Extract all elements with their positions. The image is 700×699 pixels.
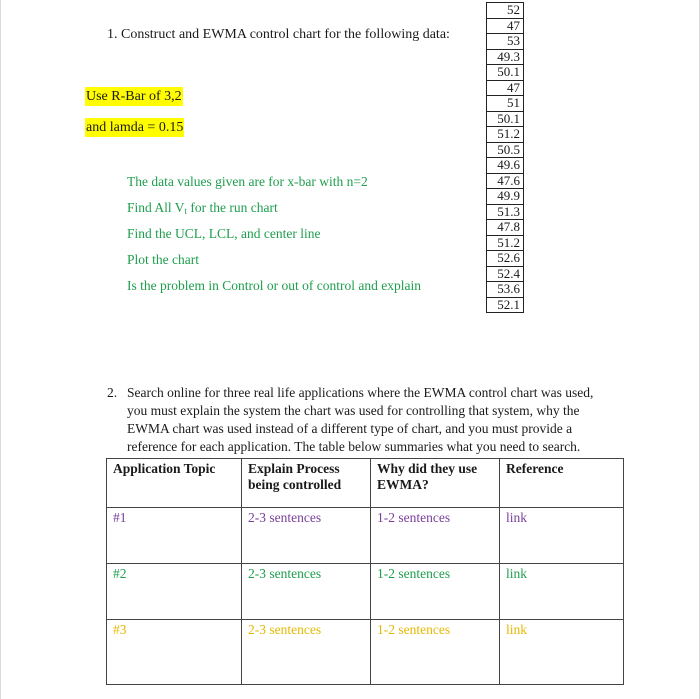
value-cell: 51.2 xyxy=(487,127,524,143)
instruction-plot: Plot the chart xyxy=(127,252,199,267)
question-2-text: Search online for three real life applications where the EWMA control chart was used, you must explain the system the chart was used for controlling that system, why the EWMA chart was used instead of a different type of chart, and you must provide a reference for each application. The table below summaries what you need to search. xyxy=(127,385,594,454)
header-why-ewma: Why did they use EWMA? xyxy=(371,459,500,508)
question-2 xyxy=(107,384,607,456)
value-row xyxy=(487,96,524,112)
cell-reference: link xyxy=(500,508,624,564)
value-row xyxy=(487,266,524,282)
cell-process: 2-3 sentences xyxy=(242,508,371,564)
page-left-border xyxy=(0,0,1,699)
cell-reference: link xyxy=(500,564,624,620)
instruction-xbar: The data values given are for x-bar with n=2 xyxy=(127,174,368,189)
value-cell: 52.6 xyxy=(487,251,524,267)
cell-why: 1-2 sentences xyxy=(371,564,500,620)
table-row xyxy=(107,564,624,620)
header-application-topic: Application Topic xyxy=(107,459,242,508)
value-cell: 47.8 xyxy=(487,220,524,236)
value-row xyxy=(487,282,524,298)
lambda-highlight: and lamda = 0.15 xyxy=(86,120,184,135)
cell-why: 1-2 sentences xyxy=(371,508,500,564)
value-cell: 50.1 xyxy=(487,65,524,81)
instruction-find-vt-suffix: for the run chart xyxy=(187,200,278,215)
value-row xyxy=(487,18,524,34)
value-row xyxy=(487,204,524,220)
cell-topic: #3 xyxy=(107,620,242,685)
value-cell: 50.1 xyxy=(487,111,524,127)
cell-reference: link xyxy=(500,620,624,685)
value-row xyxy=(487,220,524,236)
cell-process: 2-3 sentences xyxy=(242,620,371,685)
value-row xyxy=(487,173,524,189)
r-bar-highlight: Use R-Bar of 3,2 xyxy=(86,89,182,104)
value-cell: 52.4 xyxy=(487,266,524,282)
value-cell: 47 xyxy=(487,80,524,96)
question-1-title: 1. Construct and EWMA control chart for the following data: xyxy=(107,27,450,42)
table-row xyxy=(107,508,624,564)
instruction-control: Is the problem in Control or out of control and explain xyxy=(127,278,421,293)
value-row xyxy=(487,189,524,205)
value-row xyxy=(487,3,524,19)
cell-topic: #2 xyxy=(107,564,242,620)
value-row xyxy=(487,49,524,65)
instruction-find-vt xyxy=(127,200,278,216)
value-cell: 52.1 xyxy=(487,297,524,313)
value-cell: 53.6 xyxy=(487,282,524,298)
value-row xyxy=(487,235,524,251)
value-row xyxy=(487,34,524,50)
value-cell: 47 xyxy=(487,18,524,34)
applications-table xyxy=(106,458,624,685)
value-cell: 53 xyxy=(487,34,524,50)
instruction-find-vt-prefix: Find All V xyxy=(127,200,185,215)
cell-topic: #1 xyxy=(107,508,242,564)
value-row xyxy=(487,80,524,96)
value-row xyxy=(487,158,524,174)
value-cell: 49.3 xyxy=(487,49,524,65)
value-row xyxy=(487,111,524,127)
question-2-number: 2. xyxy=(107,385,118,400)
value-cell: 51 xyxy=(487,96,524,112)
table-row xyxy=(107,620,624,685)
value-cell: 49.9 xyxy=(487,189,524,205)
value-cell: 49.6 xyxy=(487,158,524,174)
instruction-limits: Find the UCL, LCL, and center line xyxy=(127,226,321,241)
value-row xyxy=(487,142,524,158)
data-values-table xyxy=(486,2,524,313)
value-row xyxy=(487,251,524,267)
value-cell: 52 xyxy=(487,3,524,19)
value-row xyxy=(487,65,524,81)
cell-process: 2-3 sentences xyxy=(242,564,371,620)
header-explain-process: Explain Process being controlled xyxy=(242,459,371,508)
table-header-row xyxy=(107,459,624,508)
header-reference: Reference xyxy=(500,459,624,508)
value-cell: 51.2 xyxy=(487,235,524,251)
value-row xyxy=(487,297,524,313)
cell-why: 1-2 sentences xyxy=(371,620,500,685)
instruction-find-vt-subscript: t xyxy=(184,206,188,216)
value-row xyxy=(487,127,524,143)
value-cell: 50.5 xyxy=(487,142,524,158)
value-cell: 47.6 xyxy=(487,173,524,189)
value-cell: 51.3 xyxy=(487,204,524,220)
